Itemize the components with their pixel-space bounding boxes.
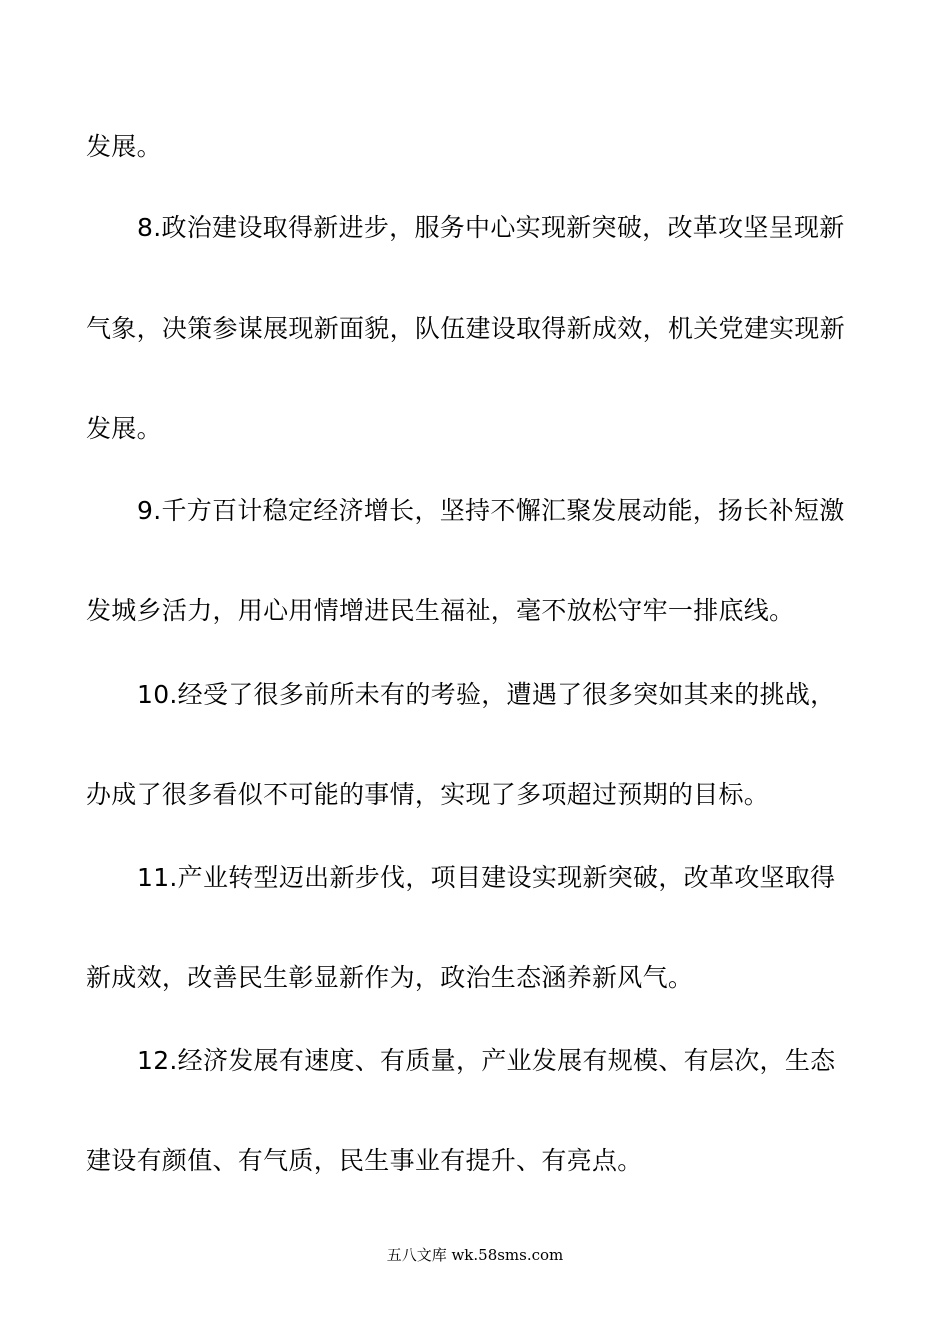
footer-watermark: 五八文库 wk.58sms.com bbox=[386, 1246, 564, 1264]
paragraph-8-line-3: 发展。 bbox=[86, 414, 162, 443]
paragraph-12-line-1: 12.经济发展有速度、有质量，产业发展有规模、有层次，生态 bbox=[137, 1046, 836, 1075]
paragraph-8-line-1: 8.政治建设取得新进步，服务中心实现新突破，改革攻坚呈现新 bbox=[137, 213, 845, 242]
paragraph-11-line-2: 新成效，改善民生彰显新作为，政治生态涵养新风气。 bbox=[86, 963, 694, 992]
paragraph-line: 发展。 bbox=[86, 132, 162, 161]
paragraph-8-line-2: 气象，决策参谋展现新面貌，队伍建设取得新成效，机关党建实现新 bbox=[86, 314, 846, 343]
paragraph-11-line-1: 11.产业转型迈出新步伐，项目建设实现新突破，改革攻坚取得 bbox=[137, 863, 836, 892]
paragraph-9-line-1: 9.千方百计稳定经济增长，坚持不懈汇聚发展动能，扬长补短激 bbox=[137, 496, 845, 525]
paragraph-10-line-2: 办成了很多看似不可能的事情，实现了多项超过预期的目标。 bbox=[86, 780, 770, 809]
paragraph-10-line-1: 10.经受了很多前所未有的考验，遭遇了很多突如其来的挑战， bbox=[137, 680, 836, 709]
paragraph-12-line-2: 建设有颜值、有气质，民生事业有提升、有亮点。 bbox=[86, 1146, 643, 1175]
paragraph-9-line-2: 发城乡活力，用心用情增进民生福祉，毫不放松守牢一排底线。 bbox=[86, 596, 795, 625]
